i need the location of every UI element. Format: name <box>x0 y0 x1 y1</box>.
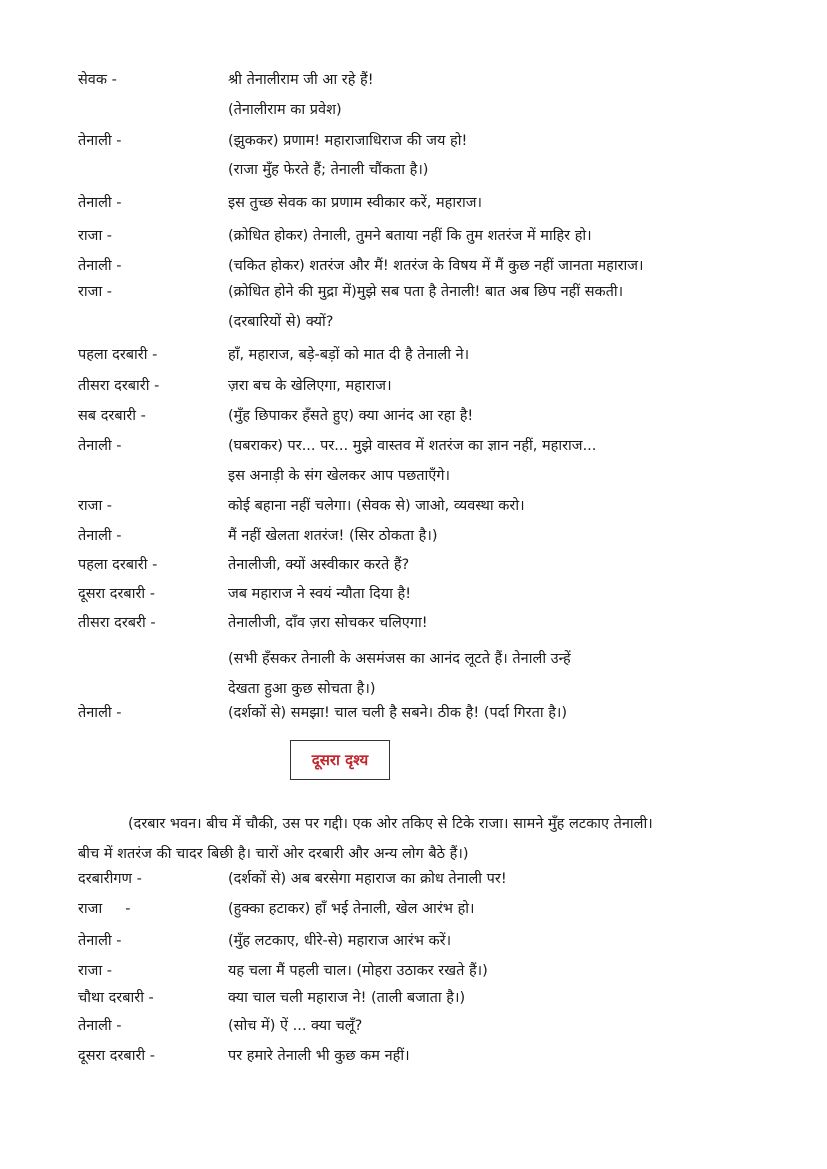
dialogue-line <box>0 611 827 635</box>
dialogue-line <box>0 280 827 304</box>
speaker-name: राजा - <box>78 228 113 244</box>
speaker-name: दरबारीगण - <box>78 871 142 887</box>
dialogue-line <box>0 867 827 891</box>
dialogue-line <box>0 897 827 921</box>
speaker-name: सब दरबारी - <box>78 408 146 424</box>
dialogue-line <box>0 129 827 153</box>
stage-direction: (राजा मुँह फेरते हैं; तेनाली चौंकता है।) <box>228 162 429 178</box>
dialogue-text: तेनालीजी, दाँव ज़रा सोचकर चलिएगा! <box>228 615 428 631</box>
dialogue-line <box>0 959 827 983</box>
dialogue-text: क्या चाल चली महाराज ने! (ताली बजाता है।) <box>228 990 466 1006</box>
scene-description-line: बीच में शतरंज की चादर बिछी है। चारों ओर दरबारी और अन्य लोग बैठे हैं।) <box>78 846 469 862</box>
dialogue-line <box>0 1014 827 1038</box>
dialogue-line <box>0 494 827 518</box>
speaker-name: राजा - <box>78 901 131 917</box>
speaker-name: तेनाली - <box>78 133 122 149</box>
speaker-name: तेनाली - <box>78 933 122 949</box>
speaker-name: तेनाली - <box>78 528 122 544</box>
dialogue-text: (दरबारियों से) क्यों? <box>228 314 334 330</box>
speaker-name: राजा - <box>78 284 113 300</box>
speaker-name: तेनाली - <box>78 195 122 211</box>
dialogue-line <box>0 224 827 248</box>
dialogue-line <box>0 553 827 577</box>
dialogue-text: (घबराकर) पर... पर... मुझे वास्तव में शतरंज का ज्ञान नहीं, महाराज... <box>228 438 597 454</box>
dialogue-line <box>0 254 827 278</box>
speaker-name: पहला दरबारी - <box>78 347 158 363</box>
dialogue-line <box>0 68 827 92</box>
dialogue-line <box>0 374 827 398</box>
dialogue-text: कोई बहाना नहीं चलेगा। (सेवक से) जाओ, व्यवस्था करो। <box>228 498 525 514</box>
dialogue-line <box>0 464 827 488</box>
stage-direction: (तेनालीराम का प्रवेश) <box>228 102 342 118</box>
scene-title: दूसरा दृश्य <box>311 751 369 769</box>
speaker-name: दूसरा दरबारी - <box>78 586 155 602</box>
dialogue-line <box>0 701 827 725</box>
dialogue-line <box>0 524 827 548</box>
speaker-name: सेवक - <box>78 72 117 88</box>
speaker-name: राजा - <box>78 963 113 979</box>
dialogue-text: (मुँह लटकाए, धीरे-से) महाराज आरंभ करें। <box>228 933 452 949</box>
speaker-name: तेनाली - <box>78 258 122 274</box>
dialogue-text: इस अनाड़ी के संग खेलकर आप पछताएँगे। <box>228 468 450 484</box>
stage-direction: देखता हुआ कुछ सोचता है।) <box>228 681 376 697</box>
dialogue-text: (सोच में) ऐं ... क्या चलूँ? <box>228 1018 363 1034</box>
dialogue-text: (झुककर) प्रणाम! महाराजाधिराज की जय हो! <box>228 133 468 149</box>
dialogue-line <box>0 582 827 606</box>
dialogue-text: (दर्शकों से) अब बरसेगा महाराज का क्रोध तेनाली पर! <box>228 871 507 887</box>
dialogue-line <box>0 343 827 367</box>
dialogue-text: ज़रा बच के खेलिएगा, महाराज। <box>228 378 392 394</box>
dialogue-text: तेनालीजी, क्यों अस्वीकार करते हैं? <box>228 557 410 573</box>
speaker-name: तीसरा दरबारी - <box>78 378 160 394</box>
dialogue-line <box>0 647 827 671</box>
speaker-name: तेनाली - <box>78 438 122 454</box>
dialogue-line <box>0 929 827 953</box>
dialogue-text: पर हमारे तेनाली भी कुछ कम नहीं। <box>228 1048 410 1064</box>
dialogue-line <box>0 1044 827 1068</box>
speaker-name: राजा - <box>78 498 113 514</box>
dialogue-text: इस तुच्छ सेवक का प्रणाम स्वीकार करें, महाराज। <box>228 195 483 211</box>
scene-title-box <box>290 740 390 780</box>
dialogue-text: (चकित होकर) शतरंज और मैं! शतरंज के विषय में मैं कुछ नहीं जानता महाराज। <box>228 258 644 274</box>
dialogue-line <box>0 404 827 428</box>
speaker-name: तीसरा दरबरी - <box>78 615 156 631</box>
dialogue-text: (क्रोधित होकर) तेनाली, तुमने बताया नहीं कि तुम शतरंज में माहिर हो। <box>228 228 592 244</box>
speaker-name: पहला दरबारी - <box>78 557 158 573</box>
speaker-name: चौथा दरबारी - <box>78 990 154 1006</box>
speaker-name: तेनाली - <box>78 705 122 721</box>
speaker-name: तेनाली - <box>78 1018 122 1034</box>
dialogue-line <box>0 191 827 215</box>
dialogue-text: जब महाराज ने स्वयं न्यौता दिया है! <box>228 586 412 602</box>
dialogue-text: यह चला मैं पहली चाल। (मोहरा उठाकर रखते हैं।) <box>228 963 488 979</box>
dialogue-text: मैं नहीं खेलता शतरंज! (सिर ठोकता है।) <box>228 528 438 544</box>
scene-description-line: (दरबार भवन। बीच में चौकी, उस पर गद्दी। एक ओर तकिए से टिके राजा। सामने मुँह लटकाए तेनाली। <box>128 816 653 832</box>
dialogue-line <box>0 434 827 458</box>
dialogue-text: (मुँह छिपाकर हँसते हुए) क्या आनंद आ रहा है! <box>228 408 474 424</box>
stage-direction: (सभी हँसकर तेनाली के असमंजस का आनंद लूटते हैं। तेनाली उन्हें <box>228 651 571 667</box>
dialogue-text: हाँ, महाराज, बड़े-बड़ों को मात दी है तेनाली ने। <box>228 347 470 363</box>
dialogue-line <box>0 677 827 701</box>
dialogue-line <box>0 310 827 334</box>
dialogue-line <box>0 98 827 122</box>
dialogue-line <box>0 158 827 182</box>
dialogue-text: (दर्शकों से) समझा! चाल चली है सबने। ठीक है! (पर्दा गिरता है।) <box>228 705 568 721</box>
dialogue-text: श्री तेनालीराम जी आ रहे हैं! <box>228 72 374 88</box>
dialogue-text: (हुक्का हटाकर) हाँ भई तेनाली, खेल आरंभ हो। <box>228 901 475 917</box>
dialogue-line <box>0 986 827 1010</box>
dialogue-text: (क्रोधित होने की मुद्रा में)मुझे सब पता है तेनाली! बात अब छिप नहीं सकती। <box>228 284 624 300</box>
speaker-name: दूसरा दरबारी - <box>78 1048 155 1064</box>
